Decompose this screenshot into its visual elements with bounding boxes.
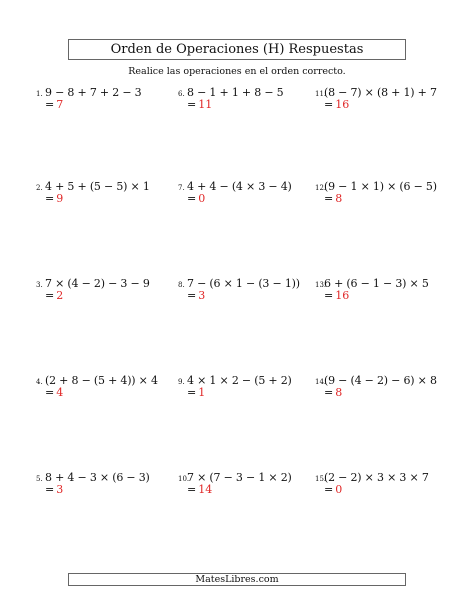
problem-11 <box>315 87 465 117</box>
problem-expression: 4 + 5 + (5 − 5) × 1 <box>45 180 150 193</box>
problem-expression: 7 × (4 − 2) − 3 − 9 <box>45 277 150 290</box>
problem-10 <box>178 472 328 502</box>
problem-expression: 9 − 8 + 7 + 2 − 3 <box>45 86 142 99</box>
problem-expression: (2 + 8 − (5 + 4)) × 4 <box>45 374 158 387</box>
answer-value: 7 <box>56 98 64 112</box>
problem-expression: (8 − 7) × (8 + 1) + 7 <box>324 86 437 99</box>
equals-sign: = <box>324 289 334 303</box>
problem-7 <box>178 181 328 211</box>
problem-number: 14. <box>315 378 327 386</box>
instructions-text: Realice las operaciones en el orden correcto. <box>128 66 346 77</box>
problem-expression: (9 − (4 − 2) − 6) × 8 <box>324 374 437 387</box>
problem-number: 2. <box>36 184 43 192</box>
problem-3 <box>36 278 186 308</box>
problem-expression: 8 − 1 + 1 + 8 − 5 <box>187 86 284 99</box>
equals-sign: = <box>187 483 197 497</box>
problem-number: 8. <box>178 281 185 289</box>
answer-value: 8 <box>335 386 343 400</box>
problem-number: 15. <box>315 475 327 483</box>
answer-value: 2 <box>56 289 64 303</box>
answer-value: 0 <box>335 483 343 497</box>
problem-12 <box>315 181 465 211</box>
problem-number: 13. <box>315 281 327 289</box>
problem-number: 4. <box>36 378 43 386</box>
answer-value: 9 <box>56 192 64 206</box>
problem-number: 6. <box>178 90 185 98</box>
problem-8 <box>178 278 328 308</box>
answer-value: 0 <box>198 192 206 206</box>
equals-sign: = <box>45 98 55 112</box>
equals-sign: = <box>324 483 334 497</box>
problem-1 <box>36 87 186 117</box>
equals-sign: = <box>45 289 55 303</box>
answer-value: 8 <box>335 192 343 206</box>
answer-value: 3 <box>56 483 64 497</box>
equals-sign: = <box>187 192 197 206</box>
equals-sign: = <box>45 192 55 206</box>
equals-sign: = <box>45 483 55 497</box>
problem-13 <box>315 278 465 308</box>
answer-value: 14 <box>198 483 213 497</box>
problem-expression: (9 − 1 × 1) × (6 − 5) <box>324 180 437 193</box>
problem-15 <box>315 472 465 502</box>
problem-expression: (2 − 2) × 3 × 3 × 7 <box>324 471 429 484</box>
problem-expression: 4 + 4 − (4 × 3 − 4) <box>187 180 292 193</box>
problem-number: 7. <box>178 184 185 192</box>
equals-sign: = <box>187 98 197 112</box>
problem-4 <box>36 375 186 405</box>
equals-sign: = <box>324 386 334 400</box>
problem-number: 1. <box>36 90 43 98</box>
footer-site-name: MatesLibres.com <box>68 573 406 586</box>
answer-value: 16 <box>335 98 350 112</box>
problem-expression: 8 + 4 − 3 × (6 − 3) <box>45 471 150 484</box>
problem-5 <box>36 471 190 502</box>
problem-number: 12. <box>315 184 327 192</box>
equals-sign: = <box>187 289 197 303</box>
equals-sign: = <box>324 192 334 206</box>
problem-number: 9. <box>178 378 185 386</box>
problem-expression: 4 × 1 × 2 − (5 + 2) <box>187 374 292 387</box>
answer-value: 11 <box>198 98 213 112</box>
equals-sign: = <box>324 98 334 112</box>
equals-sign: = <box>45 386 55 400</box>
problem-14 <box>315 375 465 405</box>
answer-value: 16 <box>335 289 350 303</box>
worksheet-title: Orden de Operaciones (H) Respuestas <box>68 39 406 60</box>
problem-number: 10. <box>178 475 190 483</box>
problem-2 <box>36 181 186 211</box>
problem-9 <box>178 375 328 405</box>
problem-number: 5. <box>36 475 43 483</box>
equals-sign: = <box>187 386 197 400</box>
problem-6 <box>178 87 328 117</box>
answer-value: 3 <box>198 289 206 303</box>
problem-expression: 6 + (6 − 1 − 3) × 5 <box>324 277 429 290</box>
problem-number: 11. <box>315 90 327 98</box>
problem-expression: 7 × (7 − 3 − 1 × 2) <box>187 471 292 484</box>
answer-value: 1 <box>198 386 206 400</box>
problem-number: 3. <box>36 281 43 289</box>
answer-value: 4 <box>56 386 64 400</box>
problem-expression: 7 − (6 × 1 − (3 − 1)) <box>187 277 300 290</box>
